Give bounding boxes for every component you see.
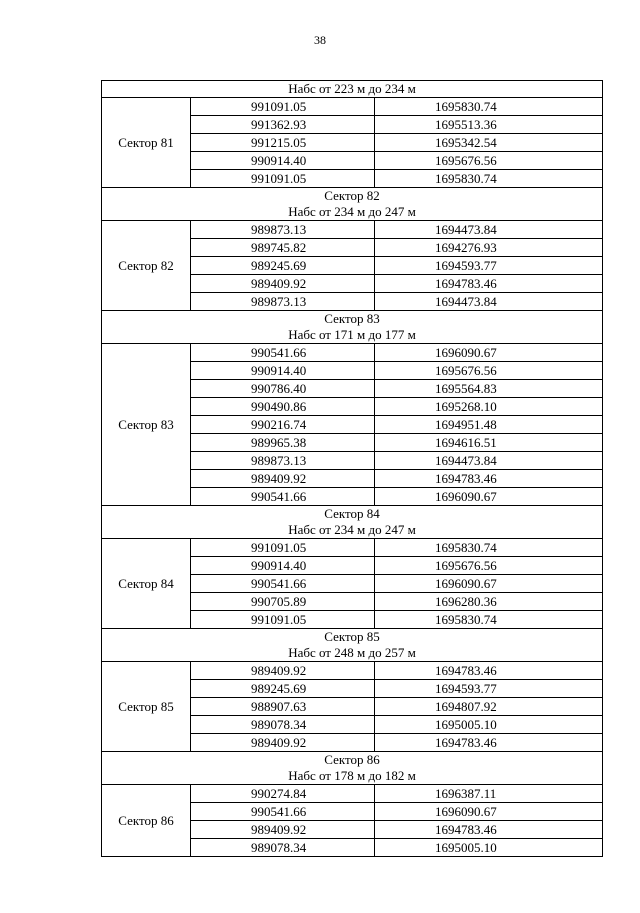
coordinate-row bbox=[102, 344, 603, 362]
coordinate-y: 1694783.46 bbox=[375, 821, 603, 839]
coordinate-x: 990914.40 bbox=[191, 557, 375, 575]
coordinate-x: 989078.34 bbox=[191, 716, 375, 734]
sector-header-row bbox=[102, 629, 603, 662]
sector-header-row bbox=[102, 506, 603, 539]
coordinate-y: 1695830.74 bbox=[375, 170, 603, 188]
coordinate-y: 1694951.48 bbox=[375, 416, 603, 434]
coordinate-row bbox=[102, 539, 603, 557]
coordinate-y: 1694593.77 bbox=[375, 680, 603, 698]
coordinate-y: 1695005.10 bbox=[375, 716, 603, 734]
sector-title: Сектор 84 bbox=[324, 506, 380, 521]
coordinate-x: 991091.05 bbox=[191, 98, 375, 116]
coordinate-x: 990786.40 bbox=[191, 380, 375, 398]
coordinate-x: 989409.92 bbox=[191, 275, 375, 293]
altitude-range: Набс от 171 м до 177 м bbox=[288, 327, 416, 342]
sector-header bbox=[102, 188, 603, 221]
coordinate-x: 989409.92 bbox=[191, 662, 375, 680]
altitude-range: Набс от 178 м до 182 м bbox=[288, 768, 416, 783]
coordinate-x: 989078.34 bbox=[191, 839, 375, 857]
coordinate-x: 990541.66 bbox=[191, 488, 375, 506]
coordinate-x: 989873.13 bbox=[191, 452, 375, 470]
coordinate-x: 989873.13 bbox=[191, 293, 375, 311]
sector-header bbox=[102, 629, 603, 662]
coordinate-y: 1695268.10 bbox=[375, 398, 603, 416]
coordinate-x: 990541.66 bbox=[191, 575, 375, 593]
coordinates-table bbox=[101, 80, 603, 857]
coordinate-x: 990914.40 bbox=[191, 362, 375, 380]
coordinate-x: 989245.69 bbox=[191, 257, 375, 275]
coordinate-y: 1695513.36 bbox=[375, 116, 603, 134]
coordinate-y: 1695676.56 bbox=[375, 362, 603, 380]
sector-header-row bbox=[102, 188, 603, 221]
sector-name: Сектор 83 bbox=[102, 344, 191, 506]
sector-name: Сектор 86 bbox=[102, 785, 191, 857]
sector-name: Сектор 85 bbox=[102, 662, 191, 752]
altitude-range: Набс от 248 м до 257 м bbox=[288, 645, 416, 660]
sector-title: Сектор 85 bbox=[324, 629, 380, 644]
sector-name: Сектор 81 bbox=[102, 98, 191, 188]
coordinate-x: 991091.05 bbox=[191, 170, 375, 188]
coordinate-x: 990914.40 bbox=[191, 152, 375, 170]
coordinate-x: 989873.13 bbox=[191, 221, 375, 239]
coordinate-y: 1696090.67 bbox=[375, 803, 603, 821]
coordinate-x: 990216.74 bbox=[191, 416, 375, 434]
coordinate-x: 989409.92 bbox=[191, 821, 375, 839]
coordinate-x: 989409.92 bbox=[191, 734, 375, 752]
coordinate-x: 991215.05 bbox=[191, 134, 375, 152]
coordinate-y: 1694593.77 bbox=[375, 257, 603, 275]
coordinate-y: 1694616.51 bbox=[375, 434, 603, 452]
coordinate-row bbox=[102, 98, 603, 116]
altitude-range: Набс от 234 м до 247 м bbox=[288, 522, 416, 537]
coordinate-x: 991091.05 bbox=[191, 611, 375, 629]
coordinate-y: 1696090.67 bbox=[375, 344, 603, 362]
coordinate-y: 1694783.46 bbox=[375, 275, 603, 293]
coordinate-x: 989245.69 bbox=[191, 680, 375, 698]
coordinate-x: 991362.93 bbox=[191, 116, 375, 134]
sector-header bbox=[102, 752, 603, 785]
coordinate-x: 991091.05 bbox=[191, 539, 375, 557]
sector-header-row bbox=[102, 752, 603, 785]
coordinate-y: 1696387.11 bbox=[375, 785, 603, 803]
coordinate-y: 1695830.74 bbox=[375, 539, 603, 557]
coordinate-y: 1694473.84 bbox=[375, 293, 603, 311]
coordinate-x: 990490.86 bbox=[191, 398, 375, 416]
coordinate-x: 988907.63 bbox=[191, 698, 375, 716]
coordinate-y: 1695005.10 bbox=[375, 839, 603, 857]
sector-header bbox=[102, 81, 603, 98]
coordinate-y: 1695564.83 bbox=[375, 380, 603, 398]
sector-title: Сектор 86 bbox=[324, 752, 380, 767]
coordinate-y: 1695676.56 bbox=[375, 557, 603, 575]
page-number: 38 bbox=[314, 33, 326, 47]
coordinate-y: 1694783.46 bbox=[375, 662, 603, 680]
sector-title: Сектор 82 bbox=[324, 188, 380, 203]
coordinate-x: 989965.38 bbox=[191, 434, 375, 452]
coordinate-y: 1694783.46 bbox=[375, 734, 603, 752]
coordinate-x: 990541.66 bbox=[191, 803, 375, 821]
coordinate-y: 1696090.67 bbox=[375, 488, 603, 506]
altitude-range: Набс от 223 м до 234 м bbox=[288, 81, 416, 96]
coordinate-y: 1696090.67 bbox=[375, 575, 603, 593]
altitude-range: Набс от 234 м до 247 м bbox=[288, 204, 416, 219]
coordinate-y: 1694276.93 bbox=[375, 239, 603, 257]
sector-header-row bbox=[102, 311, 603, 344]
coordinate-y: 1694783.46 bbox=[375, 470, 603, 488]
coordinate-y: 1695342.54 bbox=[375, 134, 603, 152]
coordinate-x: 990705.89 bbox=[191, 593, 375, 611]
coordinate-row bbox=[102, 662, 603, 680]
coordinate-y: 1696280.36 bbox=[375, 593, 603, 611]
coordinate-x: 990541.66 bbox=[191, 344, 375, 362]
sector-header-row bbox=[102, 81, 603, 98]
sector-header bbox=[102, 311, 603, 344]
sector-header bbox=[102, 506, 603, 539]
coordinate-y: 1694807.92 bbox=[375, 698, 603, 716]
coordinate-y: 1694473.84 bbox=[375, 452, 603, 470]
sector-title: Сектор 83 bbox=[324, 311, 380, 326]
coordinate-x: 989745.82 bbox=[191, 239, 375, 257]
coordinate-y: 1695830.74 bbox=[375, 611, 603, 629]
coordinate-y: 1695676.56 bbox=[375, 152, 603, 170]
coordinate-y: 1694473.84 bbox=[375, 221, 603, 239]
sector-name: Сектор 84 bbox=[102, 539, 191, 629]
coordinate-x: 989409.92 bbox=[191, 470, 375, 488]
coordinate-y: 1695830.74 bbox=[375, 98, 603, 116]
coordinate-x: 990274.84 bbox=[191, 785, 375, 803]
sector-name: Сектор 82 bbox=[102, 221, 191, 311]
coordinate-row bbox=[102, 785, 603, 803]
coordinate-row bbox=[102, 221, 603, 239]
